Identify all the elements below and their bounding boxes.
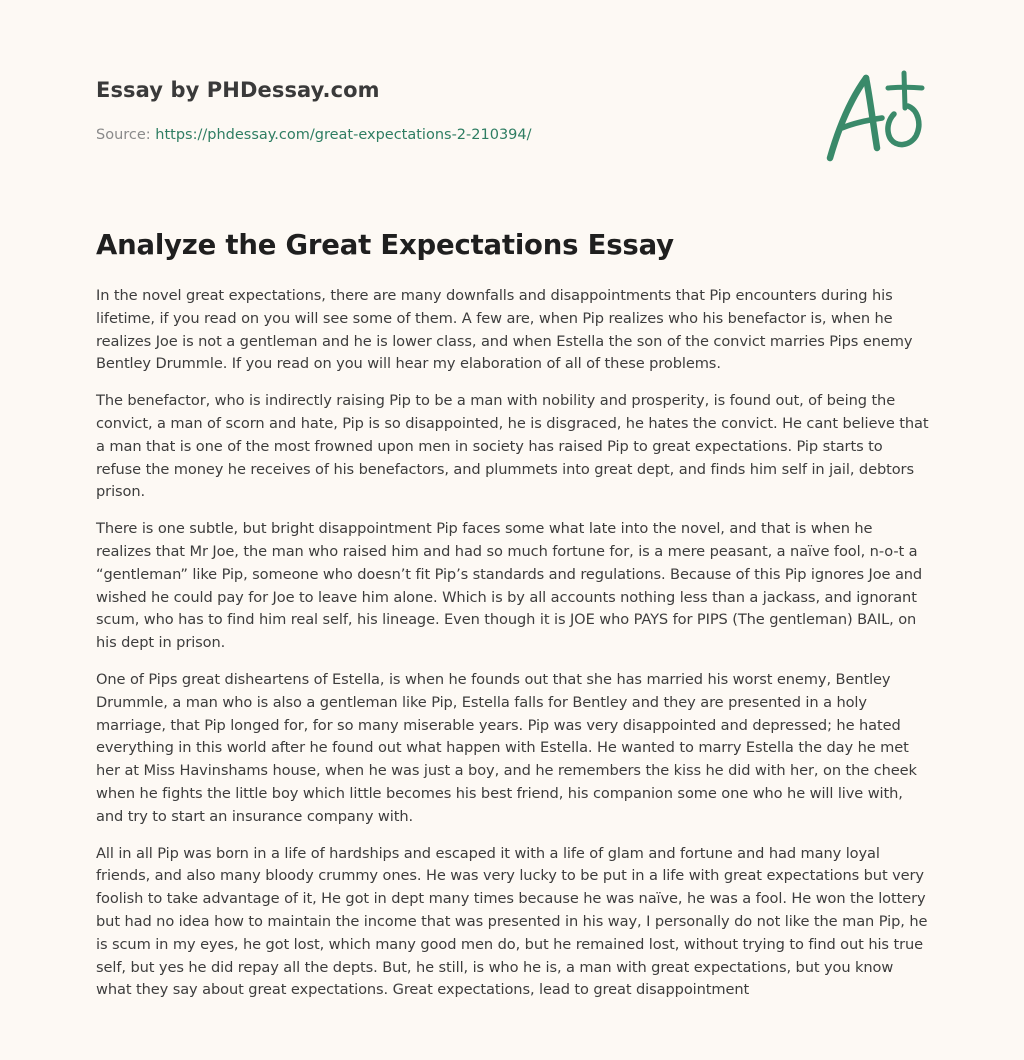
a-plus-grade-icon (820, 68, 930, 168)
essay-title: Analyze the Great Expectations Essay (96, 229, 674, 261)
essay-paragraph: In the novel great expectations, there are many downfalls and disappointments that Pip encounters during his lifetime, if you read on you will see some of them. A few are, when Pip realizes who his benefactor is, when he realizes Joe is not a gentleman and he is lower class, and when Estella the son of the convict marries Pips enemy Bentley Drummle. If you read on you will hear my elaboration of all of these problems. (96, 287, 913, 373)
site-title: Essay by PHDessay.com (96, 78, 380, 102)
source-label: Source: (96, 127, 151, 143)
source-line (96, 125, 816, 145)
essay-paragraph: All in all Pip was born in a life of hardships and escaped it with a life of glam and fortune and had many loyal friends, and also many bloody crummy ones. He was very lucky to be put in a life with great expectations but very foolish to take advantage of it, He got in dept many times because he was naïve, he was a fool. He won the lottery but had no idea how to maintain the income that was presented in his way, I personally do not like the man Pip, he is scum in my eyes, he got lost, which many good men do, but he remained lost, without trying to find out his true self, but yes he did repay all the depts. But, he still, is who he is, a man with great expectations, but you know what they say about great expectations. Great expectations, lead to great disappointment (96, 844, 928, 999)
essay-body (96, 285, 932, 1016)
source-link[interactable]: https://phdessay.com/great-expectations-2-210394/ (155, 127, 532, 143)
essay-paragraph: The benefactor, who is indirectly raising Pip to be a man with nobility and prosperity, is found out, of being the convict, a man of scorn and hate, Pip is so disappointed, he is disgraced, he hates the convict. He cant believe that a man that is one of the most frowned upon men in society has raised Pip to great expectations. Pip starts to refuse the money he receives of his benefactors, and plummets into great dept, and finds him self in jail, debtors prison. (96, 392, 929, 501)
essay-paragraph: One of Pips great disheartens of Estella, is when he founds out that she has married his worst enemy, Bentley Drummle, a man who is also a gentleman like Pip, Estella falls for Bentley and they are presented in a holy marriage, that Pip longed for, for so many miserable years. Pip was very disappointed and depressed; he hated everything in this world after he found out what happen with Estella. He wanted to marry Estella the day he met her at Miss Havinshams house, when he was just a boy, and he remembers the kiss he did with her, on the cheek when he fights the little boy which little becomes his best friend, his companion some one who he will live with, and try to start an insurance company with. (96, 670, 917, 825)
essay-paragraph: There is one subtle, but bright disappointment Pip faces some what late into the novel, and that is when he realizes that Mr Joe, the man who raised him and had so much fortune for, is a mere peasant, a naïve fool, n-o-t a “gentleman” like Pip, someone who doesn’t fit Pip’s standards and regulations. Because of this Pip ignores Joe and wished he could pay for Joe to leave him alone. Which is by all accounts nothing less than a jackass, and ignorant scum, who has to find him real self, his lineage. Even though it is JOE who PAYS for PIPS (The gentleman) BAIL, on his dept in prison. (96, 520, 923, 652)
page-header (96, 76, 816, 145)
